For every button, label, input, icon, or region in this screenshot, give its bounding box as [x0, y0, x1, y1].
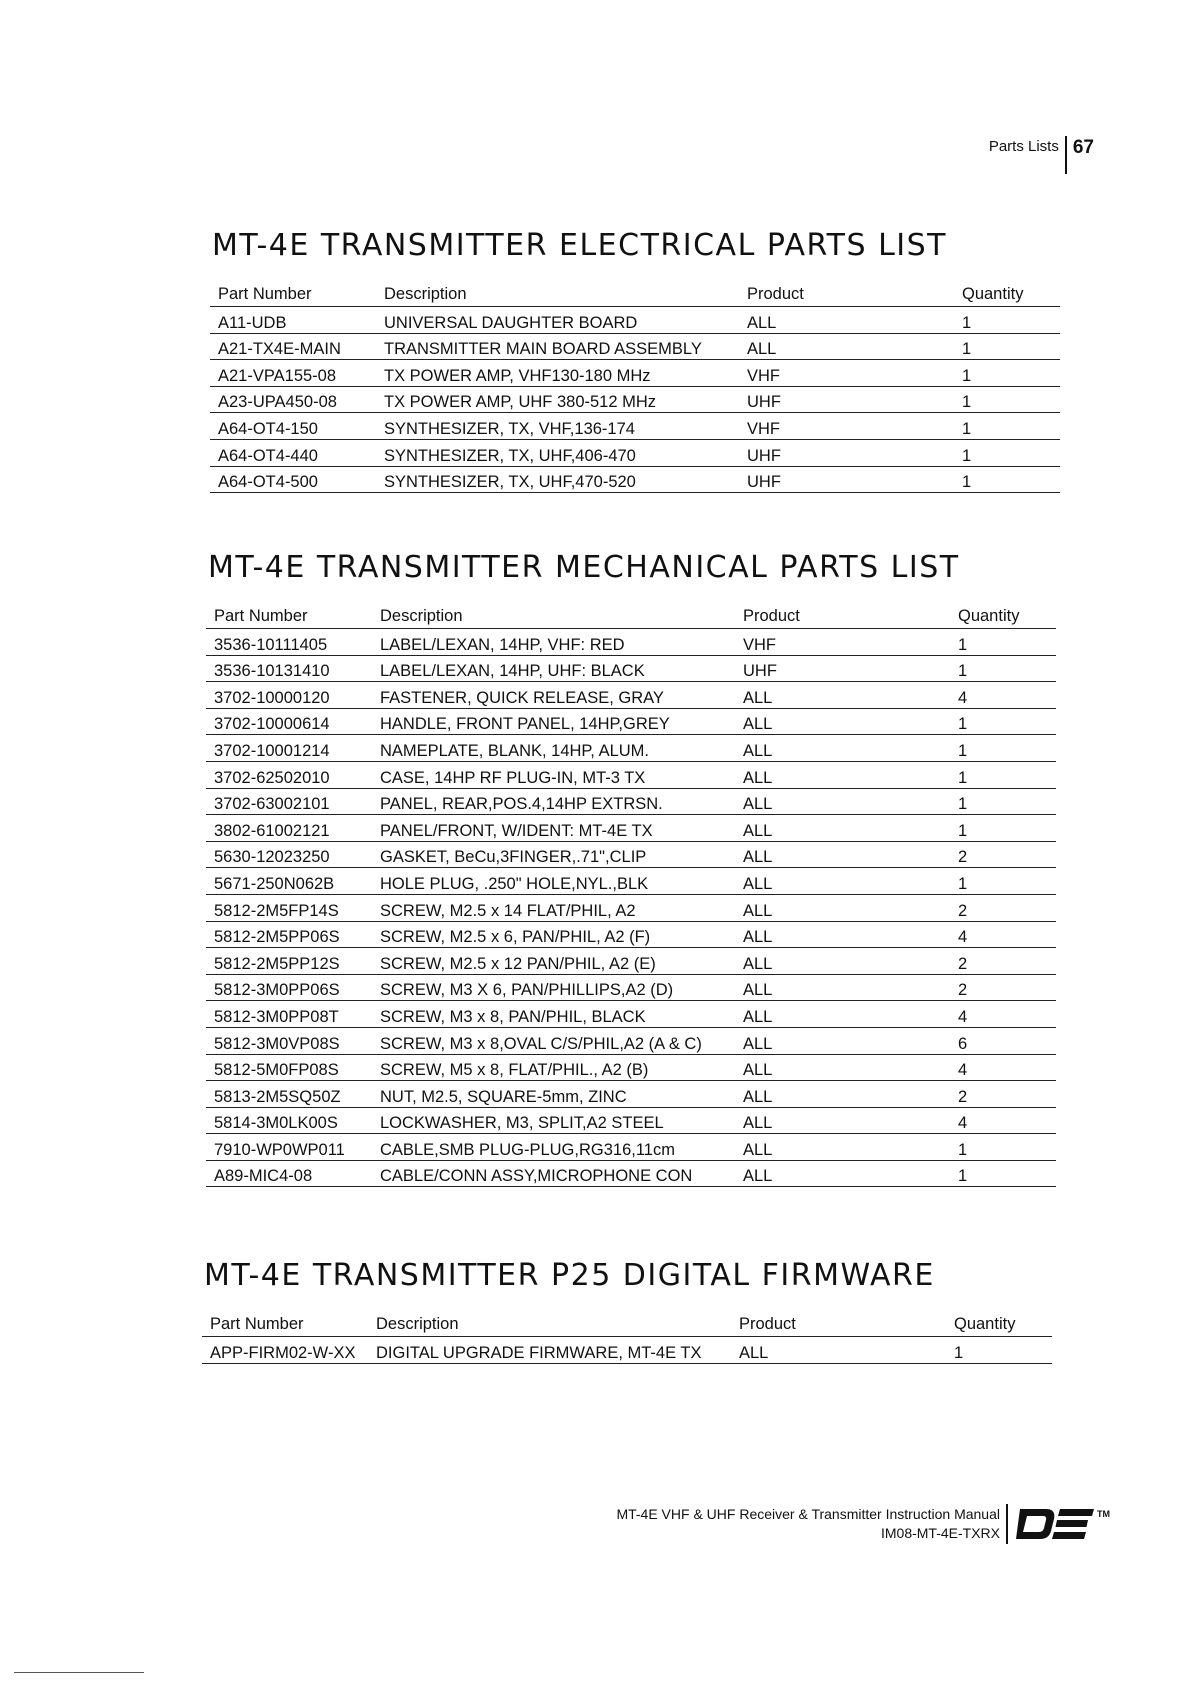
product-cell: ALL [739, 307, 948, 334]
col-product: Product [731, 1306, 940, 1337]
description-cell: SCREW, M3 x 8, PAN/PHIL, BLACK [372, 1001, 735, 1028]
table-row [206, 1160, 1056, 1187]
product-cell: ALL [735, 1160, 944, 1187]
table-row [210, 333, 1060, 360]
product-cell: ALL [735, 1054, 944, 1081]
table-row [206, 761, 1056, 788]
col-quantity: Quantity [940, 1306, 1052, 1337]
quantity-cell: 1 [948, 360, 1060, 387]
table-row [202, 1337, 1052, 1364]
part-number-cell: 3536-10111405 [206, 629, 372, 656]
col-product: Product [735, 598, 944, 629]
table-row [210, 439, 1060, 466]
part-number-cell: A64-OT4-150 [210, 413, 376, 440]
quantity-cell: 1 [948, 466, 1060, 493]
product-cell: ALL [735, 708, 944, 735]
part-number-cell: 5812-5M0FP08S [206, 1054, 372, 1081]
description-cell: SYNTHESIZER, TX, UHF,470-520 [376, 466, 739, 493]
table-row [206, 815, 1056, 842]
product-cell: UHF [739, 439, 948, 466]
table-row [206, 682, 1056, 709]
description-cell: TX POWER AMP, UHF 380-512 MHz [376, 386, 739, 413]
part-number-cell: 3536-10131410 [206, 655, 372, 682]
quantity-cell: 1 [948, 439, 1060, 466]
part-number-cell: A21-VPA155-08 [210, 360, 376, 387]
section-name: Parts Lists [988, 138, 1059, 155]
part-number-cell: 5812-3M0PP08T [206, 1001, 372, 1028]
description-cell: UNIVERSAL DAUGHTER BOARD [376, 307, 739, 334]
description-cell: PANEL/FRONT, W/IDENT: MT-4E TX [372, 815, 735, 842]
quantity-cell: 2 [944, 894, 1056, 921]
company-logo [1016, 1507, 1110, 1541]
description-cell: LOCKWASHER, M3, SPLIT,A2 STEEL [372, 1107, 735, 1134]
quantity-cell: 2 [944, 841, 1056, 868]
table-row [206, 1134, 1056, 1161]
part-number-cell: 5812-3M0VP08S [206, 1027, 372, 1054]
footer-text [616, 1505, 1006, 1543]
de-logo-icon [1016, 1507, 1096, 1541]
description-cell: HOLE PLUG, .250" HOLE,NYL.,BLK [372, 868, 735, 895]
part-number-cell: 3702-62502010 [206, 761, 372, 788]
part-number-cell: 5812-2M5PP06S [206, 921, 372, 948]
description-cell: SYNTHESIZER, TX, VHF,136-174 [376, 413, 739, 440]
table-row [206, 1027, 1056, 1054]
description-cell: SYNTHESIZER, TX, UHF,406-470 [376, 439, 739, 466]
table-header-row [206, 598, 1056, 629]
electrical-parts-table [210, 276, 1060, 493]
product-cell: ALL [735, 894, 944, 921]
description-cell: SCREW, M2.5 x 14 FLAT/PHIL, A2 [372, 894, 735, 921]
description-cell: NUT, M2.5, SQUARE-5mm, ZINC [372, 1081, 735, 1108]
trademark-symbol: TM [1097, 1509, 1110, 1519]
quantity-cell: 1 [948, 307, 1060, 334]
product-cell: UHF [739, 386, 948, 413]
quantity-cell: 1 [944, 761, 1056, 788]
table-row [206, 655, 1056, 682]
table-row [206, 974, 1056, 1001]
part-number-cell: 5813-2M5SQ50Z [206, 1081, 372, 1108]
quantity-cell: 1 [944, 1134, 1056, 1161]
part-number-cell: 3702-10000614 [206, 708, 372, 735]
quantity-cell: 1 [948, 386, 1060, 413]
part-number-cell: 5630-12023250 [206, 841, 372, 868]
product-cell: ALL [739, 333, 948, 360]
firmware-title: MT-4E TRANSMITTER P25 DIGITAL FIRMWARE [204, 1258, 935, 1293]
table-row [206, 708, 1056, 735]
quantity-cell: 2 [944, 948, 1056, 975]
part-number-cell: 3702-10001214 [206, 735, 372, 762]
product-cell: UHF [739, 466, 948, 493]
product-cell: ALL [735, 1081, 944, 1108]
description-cell: PANEL, REAR,POS.4,14HP EXTRSN. [372, 788, 735, 815]
part-number-cell: 5814-3M0LK00S [206, 1107, 372, 1134]
description-cell: LABEL/LEXAN, 14HP, UHF: BLACK [372, 655, 735, 682]
quantity-cell: 6 [944, 1027, 1056, 1054]
table-row [206, 1081, 1056, 1108]
product-cell: ALL [735, 815, 944, 842]
product-cell: ALL [731, 1337, 940, 1364]
mechanical-title: MT-4E TRANSMITTER MECHANICAL PARTS LIST [208, 550, 960, 585]
quantity-cell: 2 [944, 974, 1056, 1001]
quantity-cell: 4 [944, 921, 1056, 948]
description-cell: SCREW, M3 x 8,OVAL C/S/PHIL,A2 (A & C) [372, 1027, 735, 1054]
quantity-cell: 1 [944, 629, 1056, 656]
product-cell: ALL [735, 841, 944, 868]
manual-title: MT-4E VHF & UHF Receiver & Transmitter Instruction Manual [616, 1506, 1000, 1522]
description-cell: FASTENER, QUICK RELEASE, GRAY [372, 682, 735, 709]
description-cell: CASE, 14HP RF PLUG-IN, MT-3 TX [372, 761, 735, 788]
product-cell: ALL [735, 921, 944, 948]
quantity-cell: 1 [940, 1337, 1052, 1364]
quantity-cell: 1 [944, 788, 1056, 815]
part-number-cell: A21-TX4E-MAIN [210, 333, 376, 360]
table-row [206, 841, 1056, 868]
table-row [206, 894, 1056, 921]
table-row [206, 1054, 1056, 1081]
firmware-table [202, 1306, 1052, 1364]
description-cell: CABLE,SMB PLUG-PLUG,RG316,11cm [372, 1134, 735, 1161]
quantity-cell: 4 [944, 682, 1056, 709]
page-footer [616, 1504, 1110, 1544]
mechanical-parts-table [206, 598, 1056, 1187]
col-quantity: Quantity [948, 276, 1060, 307]
electrical-title: MT-4E TRANSMITTER ELECTRICAL PARTS LIST [212, 228, 948, 263]
header-divider [1065, 136, 1067, 174]
description-cell: SCREW, M5 x 8, FLAT/PHIL., A2 (B) [372, 1054, 735, 1081]
table-row [206, 868, 1056, 895]
col-description: Description [368, 1306, 731, 1337]
col-description: Description [376, 276, 739, 307]
quantity-cell: 1 [944, 655, 1056, 682]
col-part-number: Part Number [206, 598, 372, 629]
product-cell: VHF [735, 629, 944, 656]
quantity-cell: 4 [944, 1001, 1056, 1028]
part-number-cell: 3702-10000120 [206, 682, 372, 709]
part-number-cell: 3702-63002101 [206, 788, 372, 815]
product-cell: ALL [735, 1134, 944, 1161]
col-description: Description [372, 598, 735, 629]
product-cell: ALL [735, 974, 944, 1001]
product-cell: VHF [739, 413, 948, 440]
quantity-cell: 2 [944, 1081, 1056, 1108]
running-header [989, 136, 1094, 174]
footer-divider [1006, 1504, 1008, 1544]
table-row [206, 735, 1056, 762]
description-cell: SCREW, M2.5 x 12 PAN/PHIL, A2 (E) [372, 948, 735, 975]
description-cell: TX POWER AMP, VHF130-180 MHz [376, 360, 739, 387]
col-product: Product [739, 276, 948, 307]
table-row [210, 307, 1060, 334]
description-cell: DIGITAL UPGRADE FIRMWARE, MT-4E TX [368, 1337, 731, 1364]
col-quantity: Quantity [944, 598, 1056, 629]
part-number-cell: 5812-2M5FP14S [206, 894, 372, 921]
product-cell: UHF [735, 655, 944, 682]
quantity-cell: 1 [948, 333, 1060, 360]
quantity-cell: 1 [944, 708, 1056, 735]
description-cell: HANDLE, FRONT PANEL, 14HP,GREY [372, 708, 735, 735]
table-header-row [202, 1306, 1052, 1337]
part-number-cell: 5812-3M0PP06S [206, 974, 372, 1001]
quantity-cell: 1 [944, 815, 1056, 842]
description-cell: TRANSMITTER MAIN BOARD ASSEMBLY [376, 333, 739, 360]
product-cell: ALL [735, 1107, 944, 1134]
part-number-cell: A64-OT4-500 [210, 466, 376, 493]
description-cell: NAMEPLATE, BLANK, 14HP, ALUM. [372, 735, 735, 762]
quantity-cell: 1 [948, 413, 1060, 440]
product-cell: ALL [735, 948, 944, 975]
table-row [206, 1107, 1056, 1134]
product-cell: VHF [739, 360, 948, 387]
table-row [210, 386, 1060, 413]
product-cell: ALL [735, 788, 944, 815]
part-number-cell: APP-FIRM02-W-XX [202, 1337, 368, 1364]
product-cell: ALL [735, 868, 944, 895]
description-cell: GASKET, BeCu,3FINGER,.71",CLIP [372, 841, 735, 868]
table-header-row [210, 276, 1060, 307]
product-cell: ALL [735, 735, 944, 762]
quantity-cell: 1 [944, 868, 1056, 895]
description-cell: SCREW, M3 X 6, PAN/PHILLIPS,A2 (D) [372, 974, 735, 1001]
table-row [206, 948, 1056, 975]
part-number-cell: A11-UDB [210, 307, 376, 334]
description-cell: CABLE/CONN ASSY,MICROPHONE CON [372, 1160, 735, 1187]
part-number-cell: A89-MIC4-08 [206, 1160, 372, 1187]
scan-rule [14, 1672, 144, 1673]
table-row [206, 921, 1056, 948]
part-number-cell: 5812-2M5PP12S [206, 948, 372, 975]
quantity-cell: 4 [944, 1054, 1056, 1081]
product-cell: ALL [735, 761, 944, 788]
part-number-cell: 3802-61002121 [206, 815, 372, 842]
product-cell: ALL [735, 682, 944, 709]
table-row [206, 1001, 1056, 1028]
page-number: 67 [1072, 137, 1094, 158]
description-cell: LABEL/LEXAN, 14HP, VHF: RED [372, 629, 735, 656]
part-number-cell: 7910-WP0WP011 [206, 1134, 372, 1161]
quantity-cell: 1 [944, 735, 1056, 762]
col-part-number: Part Number [210, 276, 376, 307]
product-cell: ALL [735, 1001, 944, 1028]
part-number-cell: 5671-250N062B [206, 868, 372, 895]
quantity-cell: 1 [944, 1160, 1056, 1187]
table-row [210, 466, 1060, 493]
part-number-cell: A64-OT4-440 [210, 439, 376, 466]
table-row [210, 413, 1060, 440]
col-part-number: Part Number [202, 1306, 368, 1337]
quantity-cell: 4 [944, 1107, 1056, 1134]
table-row [206, 788, 1056, 815]
description-cell: SCREW, M2.5 x 6, PAN/PHIL, A2 (F) [372, 921, 735, 948]
part-number-cell: A23-UPA450-08 [210, 386, 376, 413]
table-row [206, 629, 1056, 656]
product-cell: ALL [735, 1027, 944, 1054]
table-row [210, 360, 1060, 387]
manual-code: IM08-MT-4E-TXRX [880, 1525, 1000, 1541]
